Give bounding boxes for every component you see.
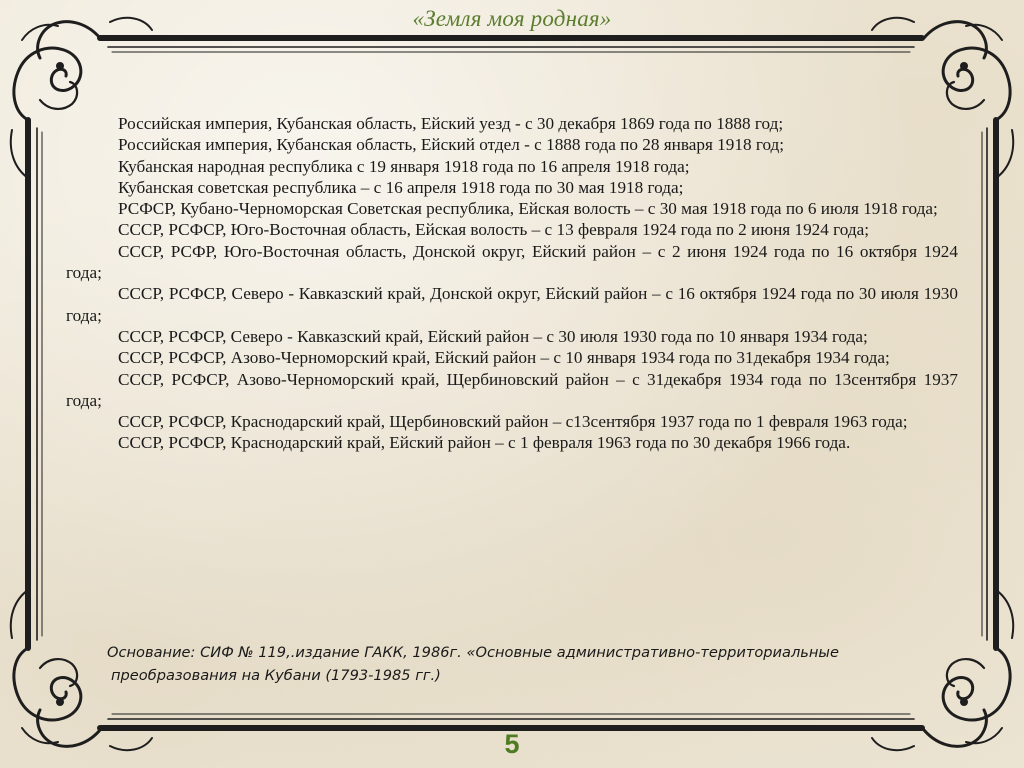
- list-item: Российская империя, Кубанская область, Ейский уезд - с 30 декабря 1869 года по 1888 год;: [118, 114, 784, 133]
- list-item: Кубанская советская республика – с 16 апреля 1918 года по 30 мая 1918 года;: [118, 177, 684, 197]
- list-item: СССР, РСФСР, Азово-Черноморский край, Ейский район – с 10 января 1934 года по 31декабря 1934 года;: [118, 348, 890, 368]
- list-item: СССР, РСФСР, Северо - Кавказский край, Ейский район – с 30 июля 1930 года по 10 января 1934 года;: [118, 326, 868, 346]
- list-item: СССР, РСФСР, Северо - Кавказский край, Донской округ, Ейский район – с 16 октября 1924 года по 30 июля 1930 года;: [66, 284, 958, 325]
- source-citation: [107, 641, 967, 687]
- list-item: СССР, РСФСР, Азово-Черноморский край, Щербиновский район – с 31декабря 1934 года по 13сентября 1937 года;: [66, 369, 958, 410]
- left-border: [28, 120, 42, 648]
- right-border: [982, 120, 996, 648]
- list-item: РСФСР, Кубано-Черноморская Советская республика, Ейская волость – с 30 мая 1918 года по 6 июля 1918 года;: [118, 199, 938, 219]
- list-item: Российская империя, Кубанская область, Ейский отдел - с 1888 года по 28 января 1918 год;: [118, 135, 785, 155]
- list-item: СССР, РСФСР, Юго-Восточная область, Ейская волость – с 13 февраля 1924 года по 2 июня 1924 года;: [118, 220, 870, 240]
- list-item: СССР, РСФР, Юго-Восточная область, Донской округ, Ейский район – с 2 июня 1924 года по 16 октября 1924 года;: [66, 241, 958, 283]
- source-citation-line-2: преобразования на Кубани (1793-1985 гг.): [111, 667, 441, 684]
- list-item: СССР, РСФСР, Краснодарский край, Ейский район – с 1 февраля 1963 года по 30 декабря 1966 года.: [118, 433, 851, 453]
- top-border: [100, 38, 922, 52]
- entries-list: [66, 113, 958, 454]
- list-item: СССР, РСФСР, Краснодарский край, Щербиновский район – с13сентября 1937 года по 1 февраля 1963 года;: [118, 412, 908, 432]
- bottom-border: [100, 714, 922, 728]
- slide-title: «Земля моя родная»: [412, 6, 612, 31]
- source-citation-line-1: Основание: СИФ № 119,.издание ГАКК, 1986г. «Основные административно-территориальные: [107, 644, 839, 661]
- list-item: Кубанская народная республика с 19 января 1918 года по 16 апреля 1918 года;: [118, 156, 690, 176]
- page-number: 5: [504, 729, 520, 759]
